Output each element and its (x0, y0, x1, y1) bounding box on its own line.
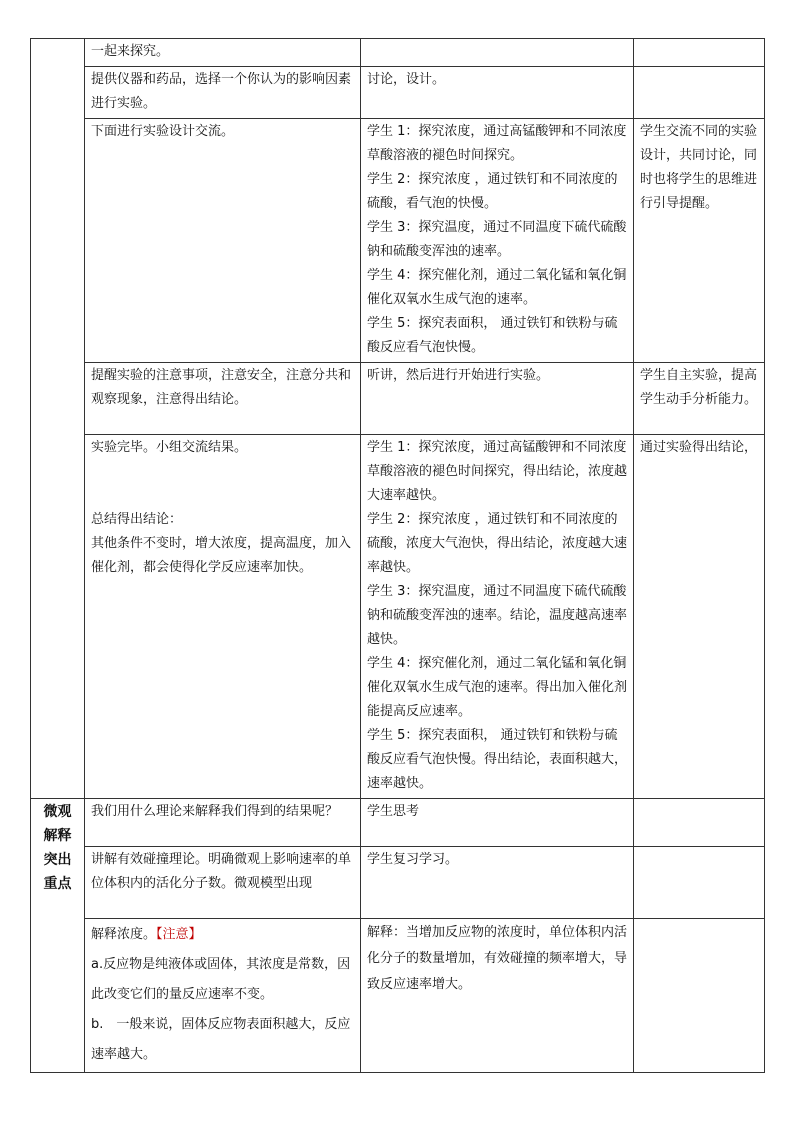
summary-text: 其他条件不变时，增大浓度，提高温度，加入催化剂，都会使得化学反应速率加快。 (91, 536, 352, 575)
design-intent: 通过实验得出结论， (634, 435, 765, 799)
teacher-activity: 提供仪器和药品，选择一个你认为的影响因素进行实验。 (85, 67, 361, 119)
lesson-plan-table (30, 38, 765, 1073)
note-item-b: b. 一般来说，固体反应物表面积越大，反应速率越大。 (91, 1017, 351, 1062)
table-row (31, 799, 765, 847)
student-result-2: 学生 2：探究浓度 ，通过铁钉和不同浓度的硫酸，浓度大气泡快，得出结论，浓度越大速率越快。 (367, 512, 628, 575)
table-row (31, 847, 765, 919)
section-label-text: 微观解释突出重点 (43, 804, 72, 892)
design-intent (634, 799, 765, 847)
table-row (31, 363, 765, 435)
table-row (31, 435, 765, 799)
section-label-micro (31, 799, 85, 1073)
student-result-3: 学生 3：探究温度，通过不同温度下硫代硫酸钠和硫酸变浑浊的速率。结论，温度越高速率越快。 (367, 584, 628, 647)
student-report-1: 学生 1：探究浓度，通过高锰酸钾和不同浓度草酸溶液的褪色时间探究。 (367, 124, 627, 163)
student-activity (361, 119, 634, 363)
student-result-4: 学生 4：探究催化剂，通过二氧化锰和氧化铜催化双氧水生成气泡的速率。得出加入催化剂能提高反应速率。 (367, 656, 628, 719)
teacher-activity: 讲解有效碰撞理论。明确微观上影响速率的单位体积内的活化分子数。微观模型出现 (85, 847, 361, 919)
table-row (31, 919, 765, 1073)
student-report-5: 学生 5：探究表面积， 通过铁钉和铁粉与硫酸反应看气泡快慢。 (367, 316, 618, 355)
note-label: 【注意】 (156, 927, 202, 942)
student-report-4: 学生 4：探究催化剂，通过二氧化锰和氧化铜催化双氧水生成气泡的速率。 (367, 268, 627, 307)
design-intent (634, 847, 765, 919)
student-report-2: 学生 2：探究浓度 ，通过铁钉和不同浓度的硫酸，看气泡的快慢。 (367, 172, 618, 211)
student-activity: 解释：当增加反应物的浓度时，单位体积内活化分子的数量增加，有效碰撞的频率增大，导致反应速率增大。 (361, 919, 634, 1073)
table-row (31, 67, 765, 119)
student-activity: 讨论，设计。 (361, 67, 634, 119)
table-row (31, 39, 765, 67)
summary-title: 总结得出结论： (91, 512, 183, 527)
teacher-activity (85, 919, 361, 1073)
note-item-a: a.反应物是纯液体或固体，其浓度是常数，因此改变它们的量反应速率不变。 (91, 957, 351, 1002)
student-activity: 学生复习学习。 (361, 847, 634, 919)
student-result-1: 学生 1：探究浓度，通过高锰酸钾和不同浓度草酸溶液的褪色时间探究，得出结论，浓度越大速率越快。 (367, 440, 628, 503)
design-intent (634, 39, 765, 67)
design-intent: 学生交流不同的实验设计，共同讨论，同时也将学生的思维进行引导提醒。 (634, 119, 765, 363)
teacher-activity: 提醒实验的注意事项，注意安全，注意分共和观察现象，注意得出结论。 (85, 363, 361, 435)
student-result-5: 学生 5：探究表面积， 通过铁钉和铁粉与硫酸反应看气泡快慢。得出结论，表面积越大，速率越快。 (367, 728, 628, 791)
concentration-heading (91, 920, 354, 950)
concentration-lead: 解释浓度。 (91, 927, 157, 942)
table-row (31, 119, 765, 363)
student-activity: 学生思考 (361, 799, 634, 847)
student-activity: 听讲，然后进行开始进行实验。 (361, 363, 634, 435)
section-cell-empty (31, 39, 85, 799)
teacher-activity: 一起来探究。 (85, 39, 361, 67)
student-activity (361, 435, 634, 799)
spacer (91, 460, 354, 508)
design-intent (634, 67, 765, 119)
design-intent (634, 919, 765, 1073)
teacher-activity: 下面进行实验设计交流。 (85, 119, 361, 363)
teacher-prompt: 实验完毕。小组交流结果。 (91, 440, 248, 455)
student-report-3: 学生 3：探究温度，通过不同温度下硫代硫酸钠和硫酸变浑浊的速率。 (367, 220, 627, 259)
teacher-activity (85, 435, 361, 799)
teacher-activity: 我们用什么理论来解释我们得到的结果呢？ (85, 799, 361, 847)
student-activity (361, 39, 634, 67)
design-intent: 学生自主实验，提高学生动手分析能力。 (634, 363, 765, 435)
